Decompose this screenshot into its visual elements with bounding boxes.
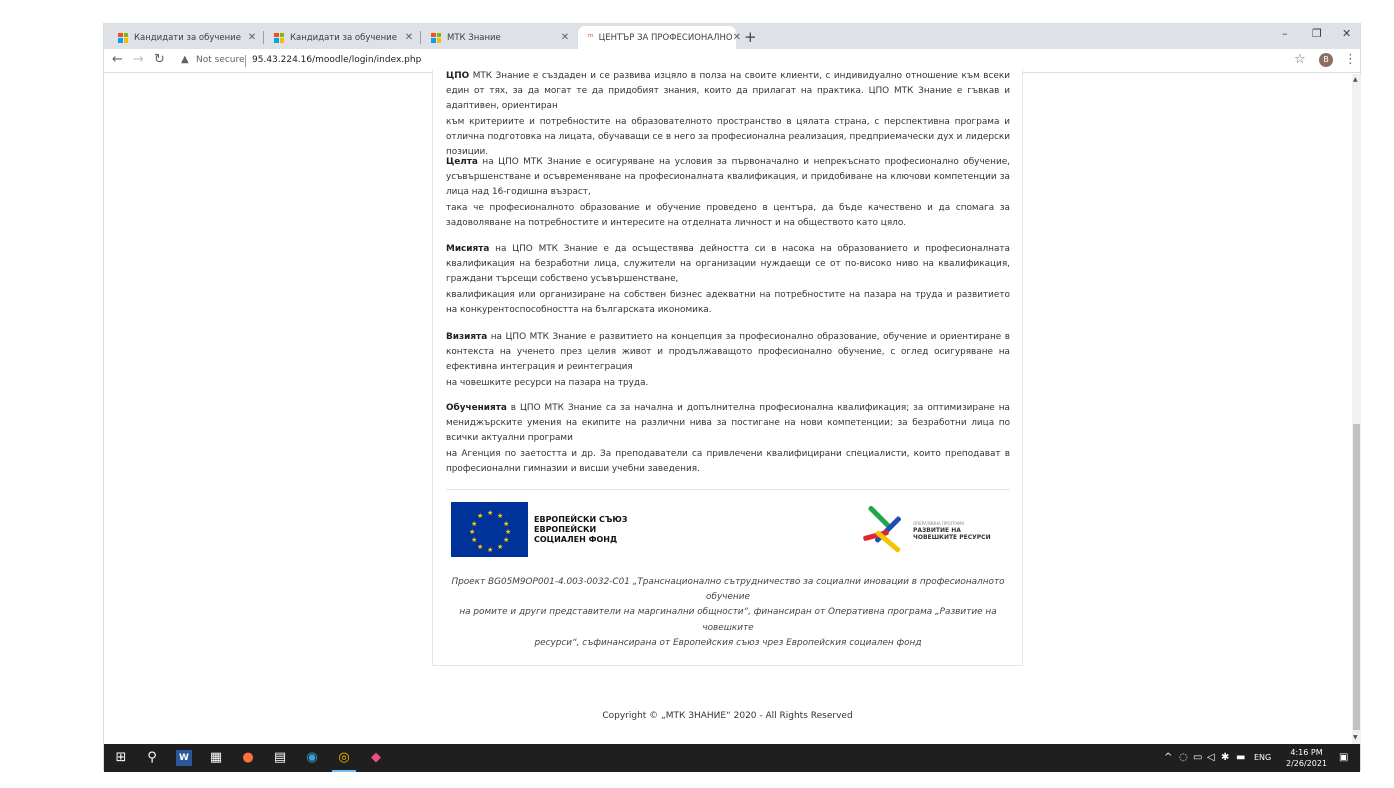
tray-app-icon[interactable]: ◌	[1179, 752, 1188, 763]
eu-logo-line: ЕВРОПЕЙСКИ	[534, 524, 597, 534]
copyright-footer: Copyright © „МТК ЗНАНИЕ“ 2020 - All Rights Reserved	[602, 711, 853, 721]
browser-window	[103, 23, 1361, 771]
paragraph-trainings: Обученията в ЦПО МТК Знание са за начална и допълнителна професионална квалификация; за оптимизиране на мениджърските умения на екипите на различни нива за постигане на нови компетенции; за безработни лица по всички актуални програми на Агенция по заетостта и др. За преподаватели са привлечени квалифицирани специалисти, които преподават в професионални гимназии и висши учебни заведения.	[446, 403, 1010, 474]
tab-mtk-znanie[interactable]	[421, 26, 577, 49]
project-description: Проект BG05M9OP001-4.003-0032-C01 „Транснационално сътрудничество за социални иновации в професионалното обучение на ромите и други представители на маргинални общности“, финансиран от Оперативна програма „Развитие на човешките ресурси“, съфинансирана от Европейския съюз чрез Европейския социален фонд	[451, 577, 1005, 648]
paragraph-lead: Мисията	[446, 244, 490, 254]
paragraph-lead: ЦПО	[446, 71, 470, 81]
clock-time: 4:16 PM	[1290, 748, 1323, 757]
edge-icon[interactable]: ◉	[306, 750, 318, 765]
calculator-icon[interactable]: ▦	[209, 750, 223, 765]
word-icon[interactable]: W	[176, 750, 192, 766]
volume-icon[interactable]: ◁	[1207, 752, 1215, 763]
tab-title: Кандидати за обучение	[134, 32, 241, 43]
hr-program-logo	[861, 509, 991, 551]
restore-button[interactable]: ❐	[1312, 27, 1322, 40]
page-viewport	[104, 71, 1352, 744]
windows-taskbar	[104, 744, 1360, 772]
tab-close-icon[interactable]: ✕	[732, 32, 741, 43]
address-bar[interactable]: 95.43.224.16/moodle/login/index.php	[252, 55, 422, 65]
security-label[interactable]: Not secure	[196, 55, 245, 65]
site-favicon-icon: ᵐ	[588, 32, 594, 43]
tab-title: МТК Знание	[447, 32, 501, 43]
reload-icon[interactable]: ↻	[154, 52, 165, 67]
back-arrow-icon[interactable]: ←	[112, 52, 123, 67]
profile-avatar[interactable]: B	[1319, 53, 1333, 67]
paragraph-lead: Визията	[446, 332, 488, 342]
tab-title: ЦЕНТЪР ЗА ПРОФЕСИОНАЛНО	[598, 32, 733, 43]
microsoft-icon	[118, 33, 128, 43]
paragraph-mission: Мисията на ЦПО МТК Знание е да осъществява дейността си в насока на образованието и професионалната квалификация на безработни лица, служители на организации нуждаещи се от по-високо ниво на квалификация, граждани търсещи собствено усъвършенстване, квалификация или организиране на собствен бизнес адекватни на потребностите на пазара на труда и развитието на конкурентоспособността на българската икономика.	[446, 244, 1010, 315]
eu-logo-line: ЕВРОПЕЙСКИ СЪЮЗ	[534, 514, 628, 524]
firefox-icon[interactable]: ●	[242, 750, 254, 765]
tray-chevron-icon[interactable]: ^	[1164, 752, 1173, 763]
app-drop-icon[interactable]: ◆	[371, 750, 381, 765]
tab-strip	[104, 24, 1360, 49]
tab-close-icon[interactable]: ✕	[560, 32, 570, 43]
task-manager-icon[interactable]: ▤	[273, 750, 287, 765]
divider	[446, 489, 1010, 490]
eu-logo	[451, 502, 627, 557]
minimize-button[interactable]: –	[1282, 27, 1288, 40]
scrollbar-thumb[interactable]	[1353, 424, 1360, 730]
clock-date: 2/26/2021	[1286, 759, 1328, 768]
hr-logo-caption: ОПЕРАТИВНА ПРОГРАМА	[913, 520, 965, 526]
paragraph-vision: Визията на ЦПО МТК Знание е развитието на концепция за професионално образование, обучение и ориентиране в контекста на ученето през целия живот и продължаващото професионално обучение, с оглед осигуряване на ефективна интеграция и реинтеграция на човешките ресурси на пазара на труда.	[446, 332, 1010, 388]
network-icon[interactable]: ▭	[1193, 752, 1203, 763]
tab-candidates-1[interactable]	[108, 26, 264, 49]
paragraph-cpo: ЦПО МТК Знание е създаден и се развива изцяло в полза на своите клиенти, с индивидуално отношение към всеки един от тях, за да могат те да придобият знания, които да прилагат на практика. ЦПО МТК Знание е гъвкав и адаптивен, ориентиран към критериите и потребностите на образователното пространство в цялата страна, с перспективна програма и отлична подготовка на лицата, обучаващи се в него за професионална реализация, предприемачески дух и лидерски позиции.	[446, 71, 1010, 158]
paragraph-lead: Обученията	[446, 403, 507, 413]
microsoft-icon	[274, 33, 284, 43]
hr-logo-line: ЧОВЕШКИТЕ РЕСУРСИ	[913, 533, 991, 541]
bookmark-star-icon[interactable]: ☆	[1294, 52, 1306, 67]
language-indicator[interactable]: ENG	[1254, 753, 1272, 762]
vertical-scrollbar[interactable]	[1352, 74, 1361, 744]
microsoft-icon	[431, 33, 441, 43]
tab-center-active[interactable]	[578, 26, 741, 49]
scroll-down-icon[interactable]: ▼	[1353, 734, 1358, 741]
tab-candidates-2[interactable]	[264, 26, 421, 49]
content-card	[432, 69, 1023, 666]
close-window-button[interactable]: ✕	[1342, 27, 1352, 40]
scroll-up-icon[interactable]: ▲	[1353, 76, 1358, 83]
windows-start-icon[interactable]: ⊞	[115, 750, 127, 765]
menu-dots-icon[interactable]: ⋮	[1344, 52, 1357, 67]
paragraph-goal: Целта на ЦПО МТК Знание е осигуряване на условия за първоначално и непрекъснато професионално обучение, усъвършенстване и осъвременяване на професионалната квалификация, и придобиване на ключови компетенции за лица над 16-годишна възраст, така че професионалното образование и обучение проведено в центъра, да бъде качествено и да спомага за задоволяване на потребностите и интересите на отделната личност и на обществото като цяло.	[446, 157, 1010, 228]
forward-arrow-icon[interactable]: →	[133, 52, 144, 67]
notification-icon[interactable]: ▣	[1339, 752, 1349, 763]
tab-close-icon[interactable]: ✕	[404, 32, 414, 43]
system-clock[interactable]	[1286, 747, 1327, 769]
eu-logo-line: СОЦИАЛЕН ФОНД	[534, 534, 618, 544]
keyboard-icon[interactable]: ▬	[1236, 752, 1246, 763]
hr-logo-line: РАЗВИТИЕ НА	[913, 526, 961, 534]
new-tab-button[interactable]: +	[744, 28, 757, 46]
bluetooth-icon[interactable]: ✱	[1221, 752, 1230, 763]
tab-title: Кандидати за обучение	[290, 32, 397, 43]
search-icon[interactable]: ⚲	[147, 750, 157, 765]
hr-program-mark-icon	[861, 509, 909, 551]
paragraph-lead: Целта	[446, 157, 478, 167]
tab-close-icon[interactable]: ✕	[247, 32, 257, 43]
warning-icon[interactable]: ▲	[181, 54, 189, 65]
eu-flag-icon: ★ ★ ★ ★ ★ ★ ★ ★ ★ ★ ★ ★	[451, 502, 528, 557]
chrome-icon[interactable]: ◎	[336, 750, 352, 766]
